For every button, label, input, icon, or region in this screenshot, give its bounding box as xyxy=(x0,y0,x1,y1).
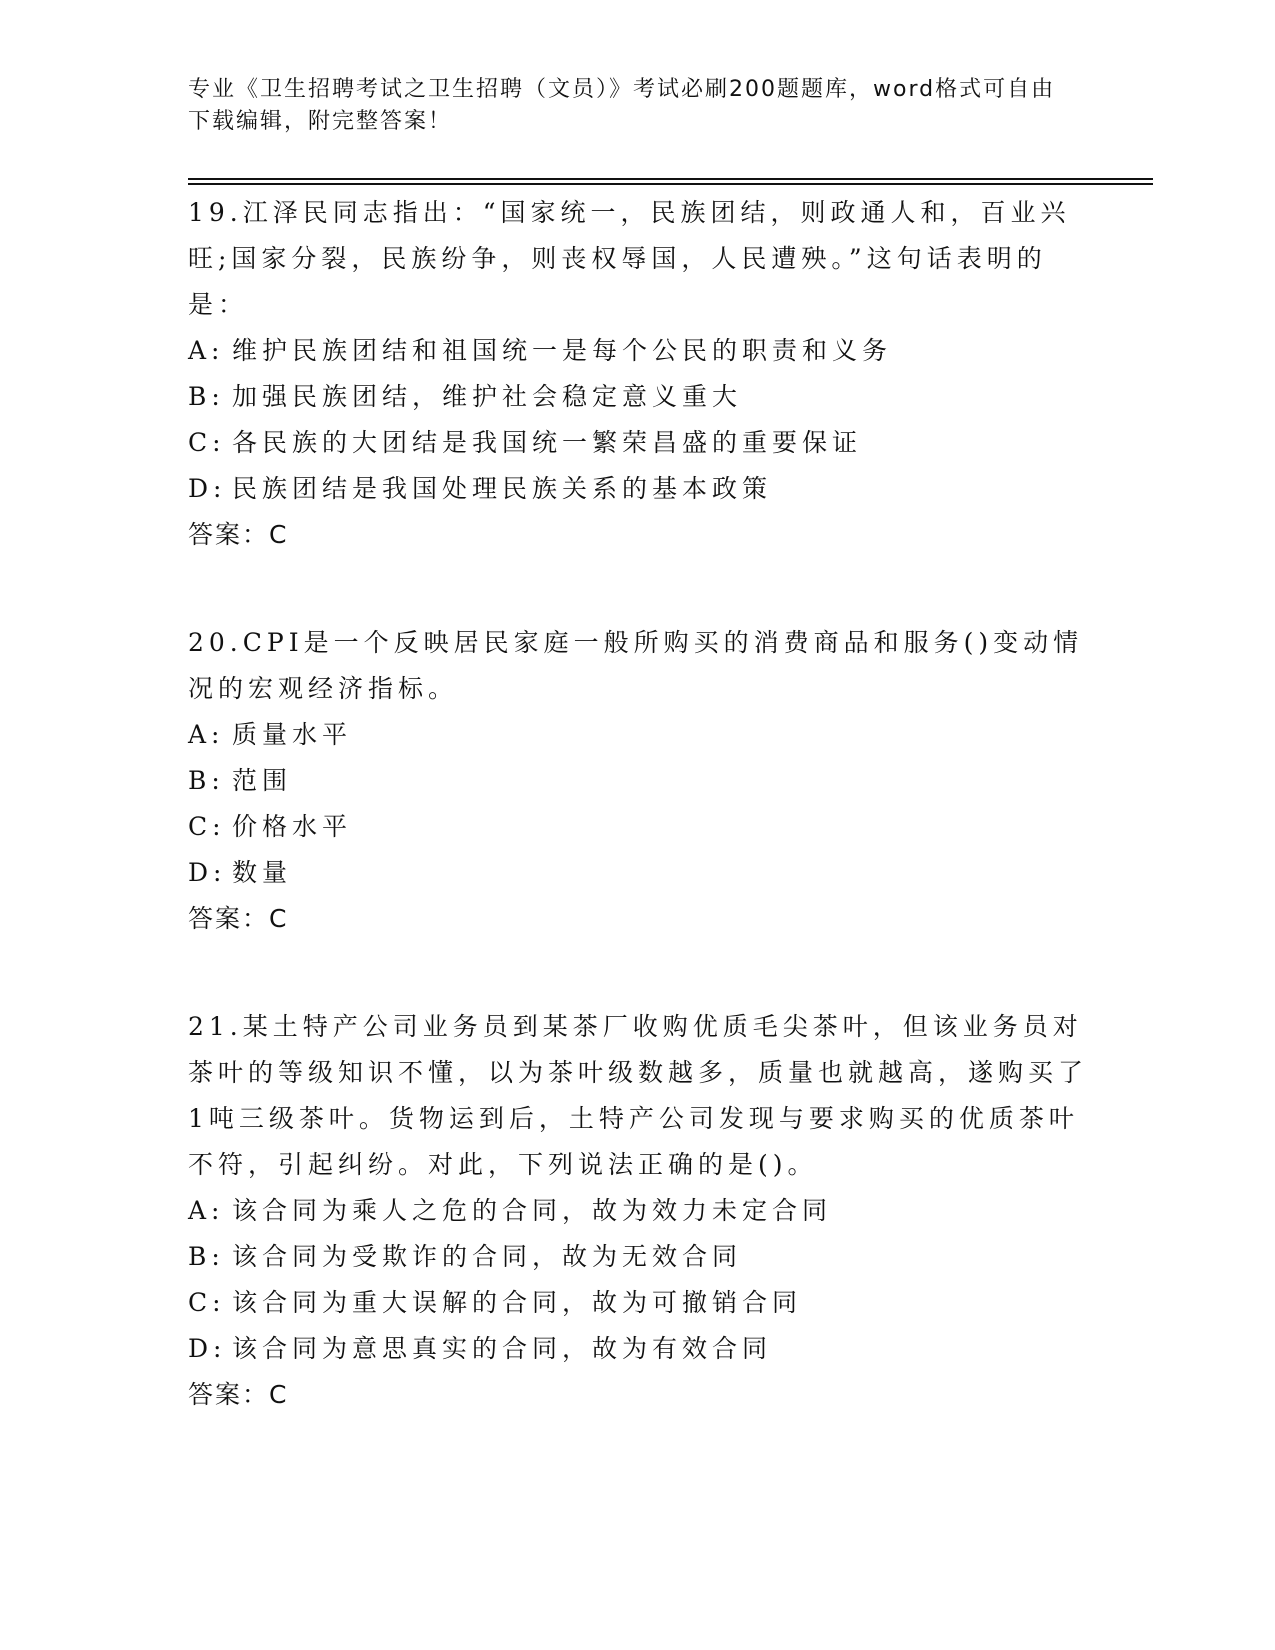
question-stem: 20.CPI是一个反映居民家庭一般所购买的消费商品和服务()变动情况的宏观经济指标。 xyxy=(188,628,1084,703)
header-rule-bottom xyxy=(188,183,1153,185)
option-letter: C: xyxy=(188,428,226,457)
option-text: 各民族的大团结是我国统一繁荣昌盛的重要保证 xyxy=(232,428,863,457)
option-c xyxy=(188,804,1088,850)
question-list xyxy=(188,190,1088,1480)
option-text: 加强民族团结，维护社会稳定意义重大 xyxy=(232,382,743,411)
option-d xyxy=(188,1326,1088,1372)
option-letter: B: xyxy=(188,382,225,411)
option-letter: C: xyxy=(188,1288,226,1317)
question-stem: 21.某土特产公司业务员到某茶厂收购优质毛尖茶叶，但该业务员对茶叶的等级知识不懂，以为茶叶级数越多，质量也就越高，遂购买了1吨三级茶叶。货物运到后，土特产公司发现与要求购买的优质茶叶不符，引起纠纷。对此，下列说法正确的是()。 xyxy=(188,1012,1089,1179)
question-19 xyxy=(188,190,1088,558)
option-letter: C: xyxy=(188,812,226,841)
option-letter: A: xyxy=(188,336,225,365)
option-text: 范围 xyxy=(232,766,293,795)
option-c xyxy=(188,1280,1088,1326)
option-text: 该合同为乘人之危的合同，故为效力未定合同 xyxy=(232,1196,833,1225)
option-b xyxy=(188,1234,1088,1280)
answer-line: 答案：C xyxy=(188,520,289,549)
option-text: 该合同为重大误解的合同，故为可撤销合同 xyxy=(232,1288,803,1317)
option-letter: A: xyxy=(188,1196,225,1225)
option-d xyxy=(188,466,1088,512)
answer-line: 答案：C xyxy=(188,904,289,933)
option-letter: D: xyxy=(188,474,227,503)
option-text: 价格水平 xyxy=(232,812,353,841)
option-b xyxy=(188,374,1088,420)
option-a xyxy=(188,328,1088,374)
option-c xyxy=(188,420,1088,466)
header-rule-top xyxy=(188,178,1153,180)
option-a xyxy=(188,1188,1088,1234)
option-d xyxy=(188,850,1088,896)
option-letter: D: xyxy=(188,1334,227,1363)
document-header: 专业《卫生招聘考试之卫生招聘（文员）》考试必刷200题题库，word格式可自由下载编辑，附完整答案！ xyxy=(188,77,1056,134)
option-text: 民族团结是我国处理民族关系的基本政策 xyxy=(232,474,773,503)
option-text: 数量 xyxy=(232,858,293,887)
option-letter: D: xyxy=(188,858,227,887)
option-text: 该合同为受欺诈的合同，故为无效合同 xyxy=(232,1242,743,1271)
question-stem: 19.江泽民同志指出：“国家统一，民族团结，则政通人和，百业兴旺;国家分裂，民族纷争，则丧权辱国，人民遭殃。”这句话表明的是： xyxy=(188,198,1071,319)
option-letter: B: xyxy=(188,766,225,795)
option-text: 质量水平 xyxy=(232,720,353,749)
option-letter: B: xyxy=(188,1242,225,1271)
option-letter: A: xyxy=(188,720,225,749)
answer-line: 答案：C xyxy=(188,1380,289,1409)
option-text: 维护民族团结和祖国统一是每个公民的职责和义务 xyxy=(232,336,893,365)
option-a xyxy=(188,712,1088,758)
question-21 xyxy=(188,1004,1088,1418)
option-text: 该合同为意思真实的合同，故为有效合同 xyxy=(232,1334,773,1363)
option-b xyxy=(188,758,1088,804)
question-20 xyxy=(188,620,1088,942)
